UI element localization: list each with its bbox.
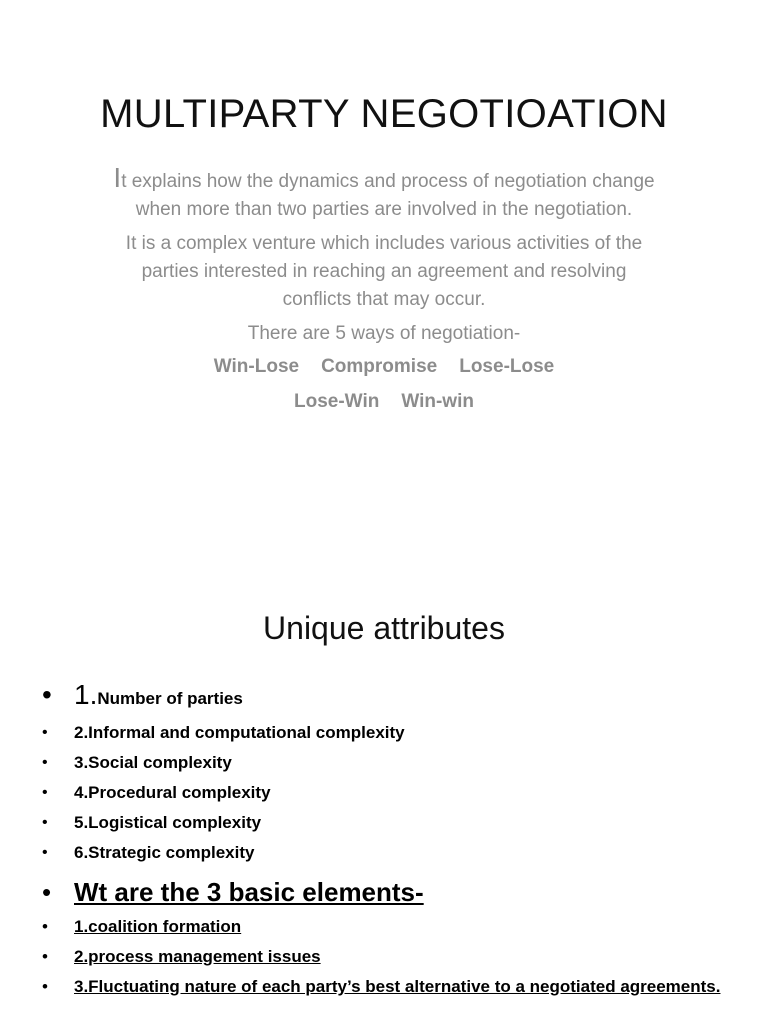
list-item bbox=[40, 808, 730, 838]
bullet-icon: • bbox=[42, 947, 48, 966]
list-item bbox=[40, 838, 730, 868]
list-heading bbox=[40, 870, 730, 914]
bullet-icon: • bbox=[42, 679, 52, 710]
item-text: Number of parties bbox=[97, 689, 243, 708]
paragraph-definition bbox=[110, 162, 658, 224]
bullet-icon: • bbox=[42, 814, 48, 831]
list-item bbox=[40, 748, 730, 778]
bullet-icon: • bbox=[42, 917, 48, 936]
way-compromise: Compromise bbox=[321, 356, 438, 377]
slide-body bbox=[110, 162, 658, 418]
item-text: 3.Fluctuating nature of each party’s best alternative to a negotiated agreements. bbox=[74, 977, 721, 996]
slide-title: Unique attributes bbox=[263, 610, 505, 646]
item-number: 1. bbox=[74, 679, 98, 710]
item-text: 1.coalition formation bbox=[74, 917, 242, 936]
list-item bbox=[40, 672, 730, 718]
bullet-icon: • bbox=[42, 784, 48, 801]
list-item bbox=[40, 778, 730, 808]
item-text: Wt are the 3 basic elements- bbox=[74, 877, 424, 907]
drop-cap-letter: I bbox=[113, 162, 122, 193]
paragraph-ways-intro: There are 5 ways of negotiation- bbox=[247, 323, 521, 344]
ways-row-1 bbox=[110, 350, 658, 383]
paragraph-definition-text: t explains how the dynamics and process of negotiation change when more than two parties are involved in the negotiation. bbox=[121, 171, 655, 220]
item-text: 2.process management issues bbox=[74, 947, 321, 966]
list-item bbox=[40, 718, 730, 748]
slide-title: MULTIPARTY NEGOTIOATION bbox=[100, 92, 668, 136]
bullet-icon: • bbox=[42, 977, 48, 996]
item-text: 2.Informal and computational complexity bbox=[74, 723, 405, 742]
item-text: 6.Strategic complexity bbox=[74, 843, 255, 862]
paragraph-complex-venture: It is a complex venture which includes various activities of the parties interested in reaching an agreement and resolving conflicts that may occur. bbox=[125, 233, 643, 310]
item-text: 4.Procedural complexity bbox=[74, 783, 271, 802]
way-lose-win: Lose-Win bbox=[294, 391, 380, 412]
bullet-icon: • bbox=[42, 754, 48, 771]
ways-row-2 bbox=[110, 385, 658, 418]
slide-unique-attributes bbox=[0, 560, 768, 1024]
item-text: 3.Social complexity bbox=[74, 753, 232, 772]
bullet-icon: • bbox=[42, 844, 48, 861]
way-win-win: Win-win bbox=[401, 391, 474, 412]
item-text: 5.Logistical complexity bbox=[74, 813, 262, 832]
way-lose-lose: Lose-Lose bbox=[459, 356, 555, 377]
bullet-icon: • bbox=[42, 724, 48, 741]
list-item bbox=[40, 974, 730, 1000]
bullet-list bbox=[40, 672, 730, 1004]
list-item bbox=[40, 944, 730, 970]
list-item bbox=[40, 914, 730, 940]
way-win-lose: Win-Lose bbox=[213, 356, 300, 377]
bullet-icon: • bbox=[42, 877, 52, 907]
